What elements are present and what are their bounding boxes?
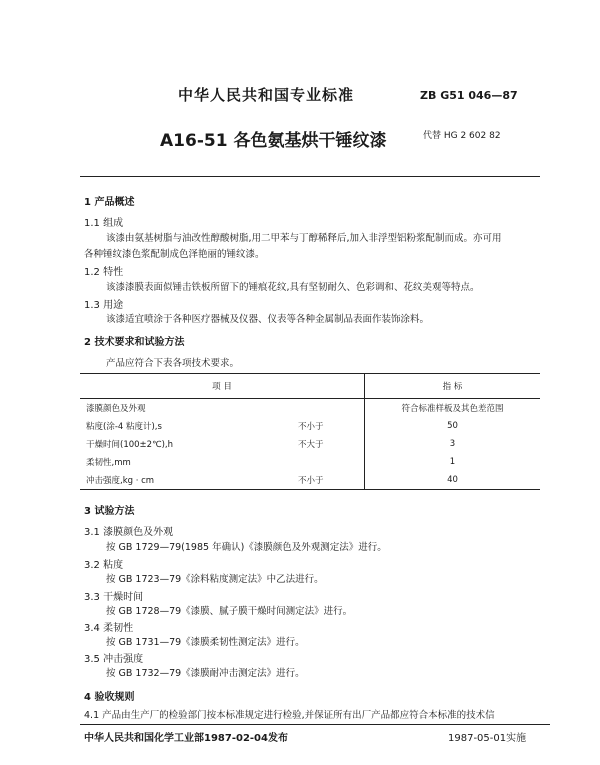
section-2-heading: 2 技术要求和试验方法	[84, 337, 185, 348]
effective-date: 1987-05-01实施	[448, 733, 527, 744]
section-1-2-text: 该漆漆膜表面似锤击铁板所留下的锤痕花纹,具有坚韧耐久、色彩调和、花纹美观等特点。	[106, 282, 480, 293]
standard-title: 中华人民共和国专业标准	[178, 86, 355, 104]
requirements-table	[80, 373, 540, 490]
row-value: 3	[365, 435, 541, 453]
section-4-heading: 4 验收规则	[84, 692, 135, 703]
table-row	[80, 471, 540, 490]
row-cond	[292, 399, 365, 418]
replaces-note: 代替 HG 2 602 82	[423, 131, 501, 141]
section-1-3-heading: 1.3 用途	[84, 300, 124, 311]
row-item: 漆膜颜色及外观	[86, 404, 146, 414]
row-cond: 不小于	[292, 471, 365, 490]
document-title: A16-51 各色氨基烘干锤纹漆	[160, 131, 387, 151]
row-item: 冲击强度,kg · cm	[80, 471, 292, 490]
section-3-3-text: 按 GB 1728—79《漆膜、腻子膜干燥时间测定法》进行。	[106, 606, 353, 617]
row-value: 50	[365, 417, 541, 435]
section-3-5-heading: 3.5 冲击强度	[84, 654, 144, 665]
section-1-1-text-2: 各种锤纹漆色浆配制成色泽艳丽的锤纹漆。	[84, 249, 265, 260]
section-3-5-text: 按 GB 1732—79《漆膜耐冲击测定法》进行。	[106, 668, 305, 679]
section-3-4-heading: 3.4 柔韧性	[84, 623, 134, 634]
row-item: 粘度(涂-4 粘度计),s	[86, 422, 162, 432]
section-4-1-text: 4.1 产品由生产厂的检验部门按本标准规定进行检验,并保证所有出厂产品都应符合本标准的技术信	[84, 710, 495, 721]
footer-divider	[80, 724, 550, 725]
row-cond: 不大于	[298, 440, 324, 450]
table-row	[80, 417, 540, 435]
section-3-4-text: 按 GB 1731—79《漆膜柔韧性测定法》进行。	[106, 637, 305, 648]
section-3-2-text: 按 GB 1723—79《涂料粘度测定法》中乙法进行。	[106, 574, 324, 585]
section-2-intro: 产品应符合下表各项技术要求。	[106, 358, 240, 369]
table-row	[80, 435, 540, 453]
section-3-2-heading: 3.2 粘度	[84, 560, 124, 571]
row-item: 柔韧性,mm	[86, 458, 131, 468]
table-row	[80, 453, 540, 471]
row-item: 干燥时间(100±2℃),h	[86, 440, 174, 450]
row-value: 40	[365, 471, 541, 490]
row-cond	[292, 453, 365, 471]
section-1-1-heading: 1.1 组成	[84, 218, 124, 229]
row-value: 符合标准样板及其色差范围	[365, 399, 541, 418]
table-header-row	[80, 374, 540, 399]
row-cond: 不小于	[298, 422, 324, 432]
table-row	[80, 399, 540, 418]
header-item: 项 目	[80, 374, 365, 399]
issuer-line: 中华人民共和国化学工业部1987-02-04发布	[84, 733, 288, 744]
section-3-1-heading: 3.1 漆膜颜色及外观	[84, 527, 174, 538]
row-value: 1	[365, 453, 541, 471]
section-1-3-text: 该漆适宜喷涂于各种医疗器械及仪器、仪表等各种金属制品表面作装饰涂料。	[106, 314, 430, 325]
section-1-1-text-1: 该漆由氨基树脂与油改性醇酸树脂,用二甲苯与丁醇稀释后,加入非浮型铝粉浆配制而成。亦可用	[106, 233, 502, 244]
section-1-2-heading: 1.2 特性	[84, 267, 124, 278]
header-divider	[80, 176, 540, 177]
header-value: 指 标	[365, 374, 541, 399]
section-3-3-heading: 3.3 干燥时间	[84, 592, 144, 603]
standard-code: ZB G51 046—87	[420, 89, 518, 102]
section-3-1-text: 按 GB 1729—79(1985 年确认)《漆膜颜色及外观测定法》进行。	[106, 542, 387, 553]
section-1-heading: 1 产品概述	[84, 197, 135, 208]
section-3-heading: 3 试验方法	[84, 506, 135, 517]
